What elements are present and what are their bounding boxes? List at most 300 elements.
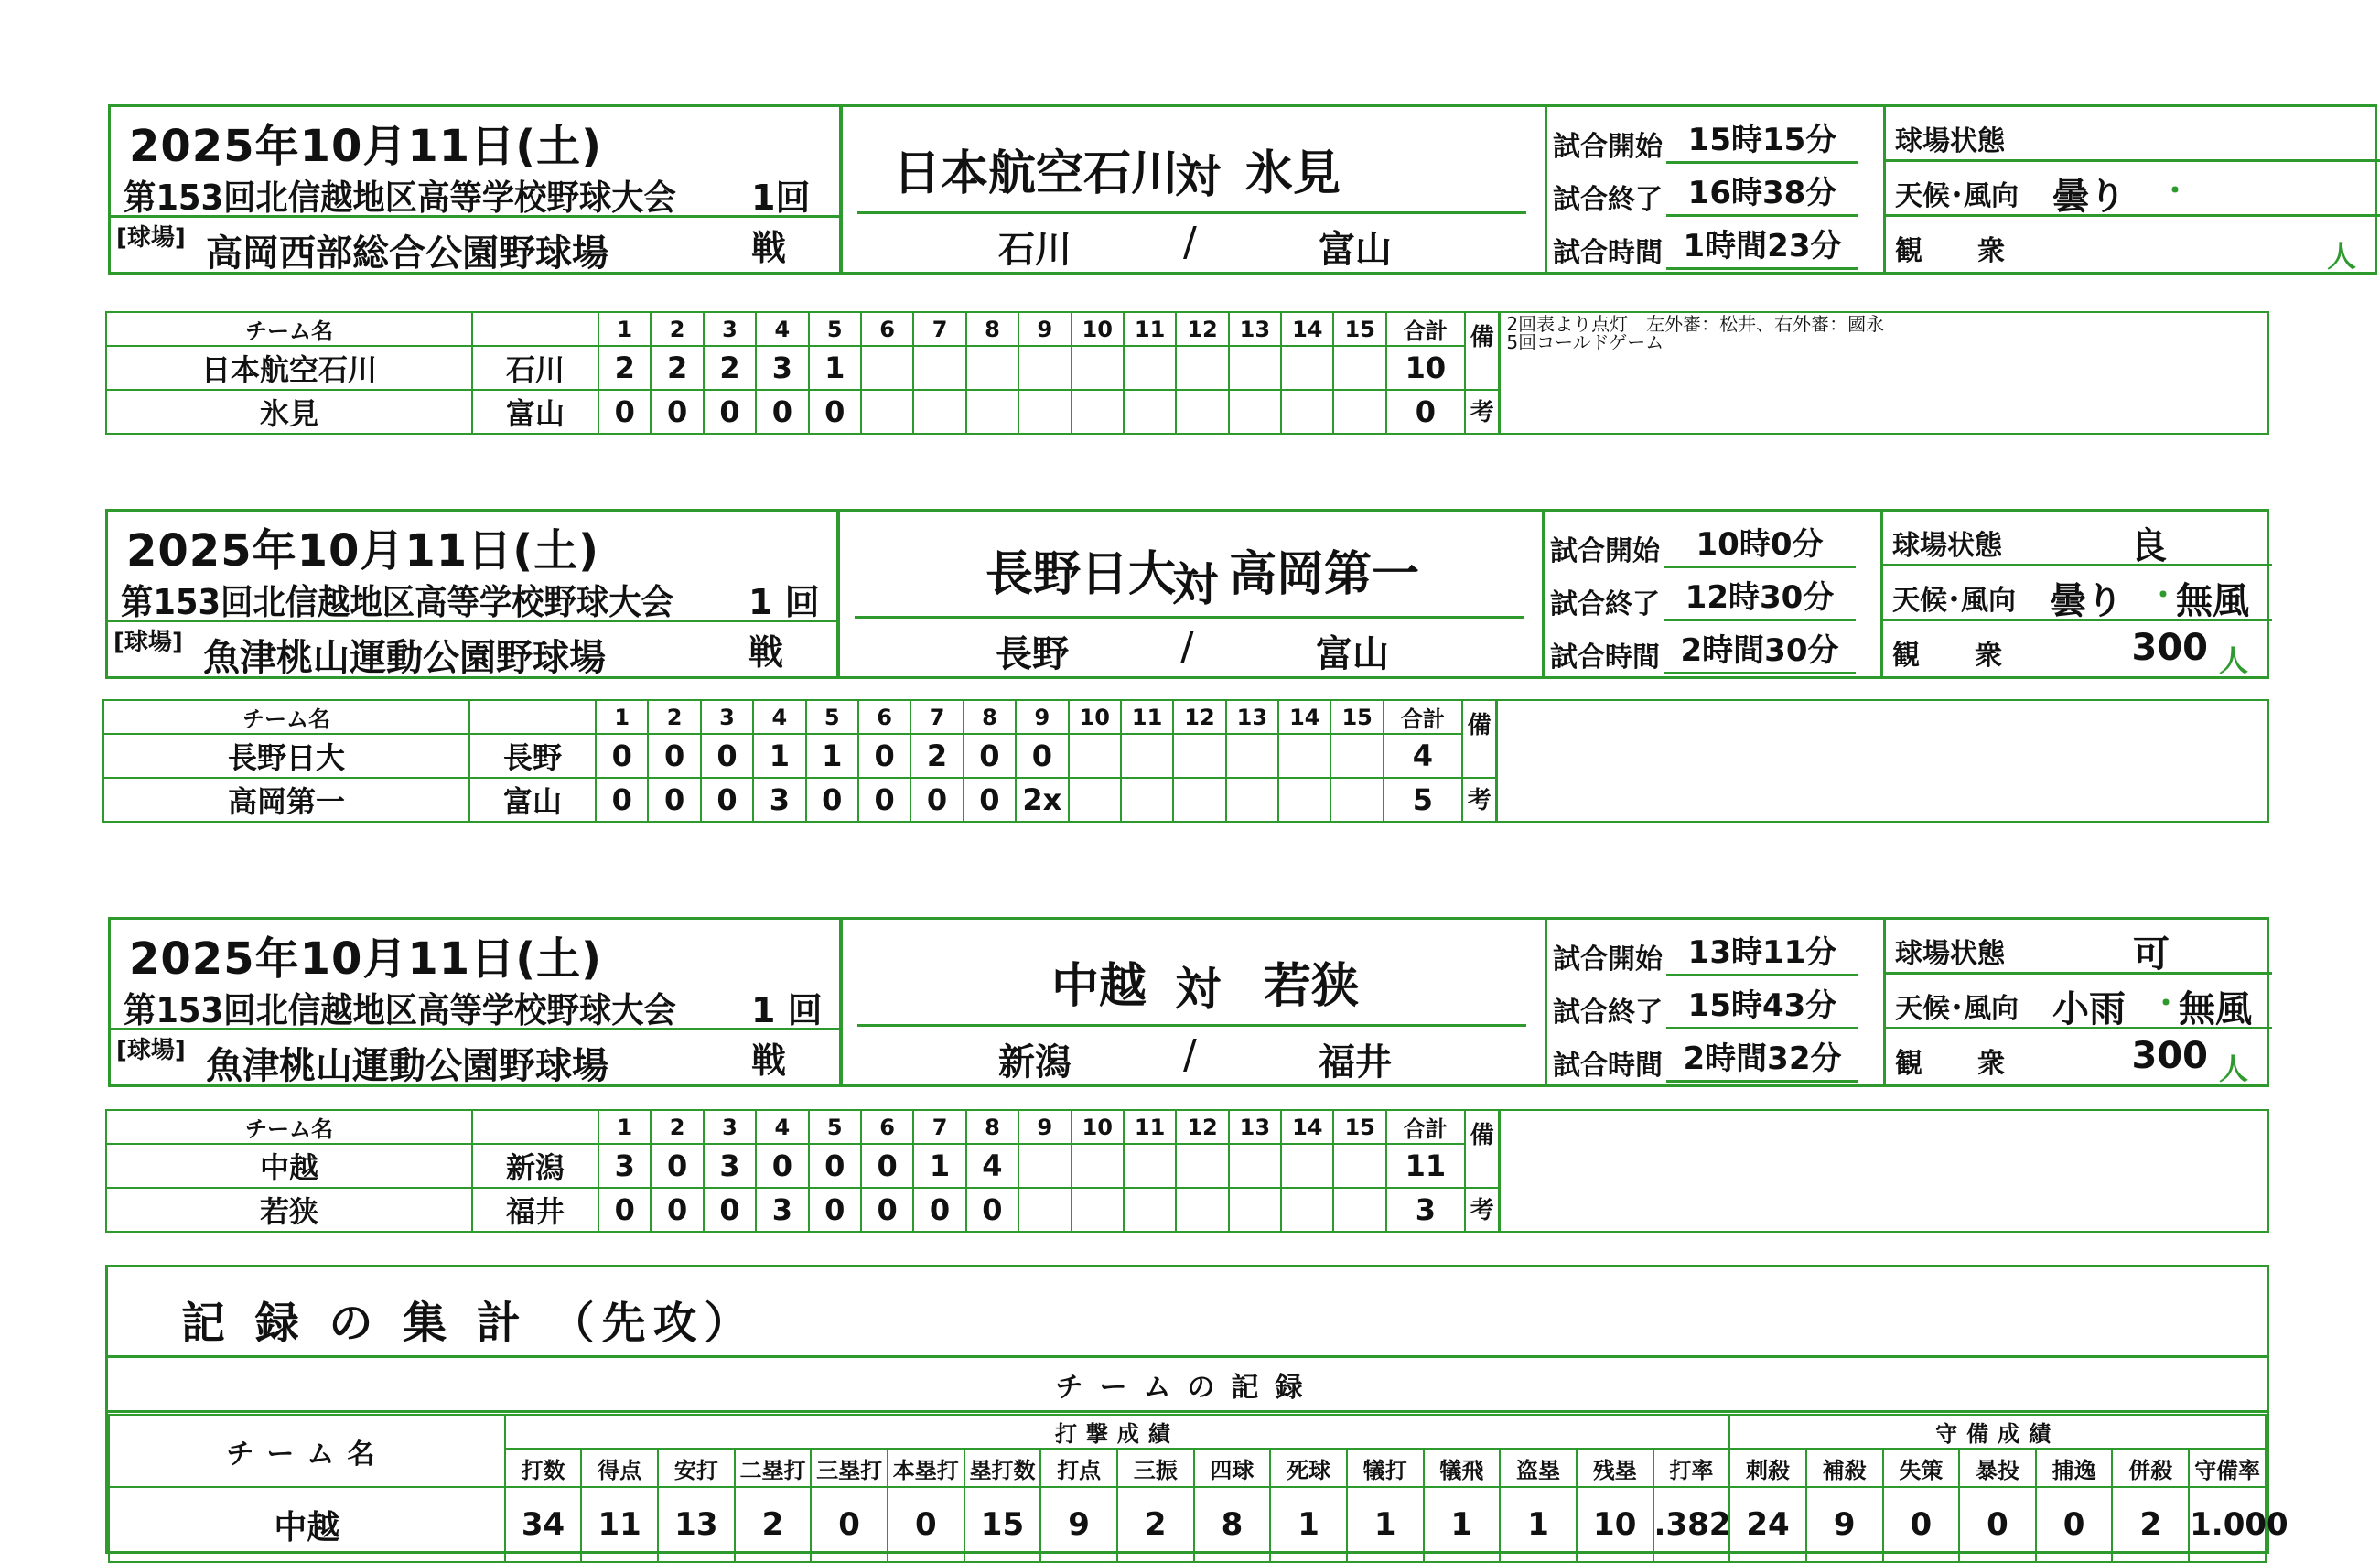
remarks-label: 考 — [1465, 390, 1500, 434]
fielding-group-label: 守備成績 — [1729, 1415, 2266, 1449]
stat-header: 二塁打 — [735, 1449, 812, 1487]
inning-score: 2x — [1016, 778, 1068, 822]
conditions — [1886, 920, 2272, 1084]
inning-score: 2 — [598, 346, 651, 390]
batting-group-label: 打撃成績 — [505, 1415, 1730, 1449]
field-condition: 良 — [2130, 525, 2167, 567]
start-label: 試合開始 — [1553, 131, 1663, 163]
inning-header: 3 — [704, 312, 756, 346]
inning-header: 2 — [648, 700, 700, 734]
team-pref: 新潟 — [472, 1144, 598, 1188]
team-b-name: 若狭 — [1264, 959, 1360, 1014]
weather-row — [1886, 162, 2380, 217]
crowd-row — [1886, 217, 2380, 272]
inning-score: 0 — [964, 778, 1016, 822]
inning-score: 3 — [756, 1188, 808, 1232]
team-name: 中越 — [106, 1144, 472, 1188]
divider — [111, 1028, 839, 1030]
separator-dot: ・ — [2151, 986, 2181, 1020]
inning-score — [1333, 1188, 1385, 1232]
start-label: 試合開始 — [1553, 943, 1663, 976]
inning-score: 1 — [806, 734, 858, 778]
stat-value: 0 — [2036, 1487, 2113, 1562]
inning-header: 1 — [598, 312, 651, 346]
stat-header: 盗塁 — [1500, 1449, 1577, 1487]
inning-header: 14 — [1281, 312, 1333, 346]
matchup — [840, 512, 1545, 676]
team-record-table — [108, 1414, 2288, 1563]
team-records-label: チームの記録 — [1055, 1372, 1319, 1404]
divider — [855, 616, 1524, 619]
stat-header: 打数 — [505, 1449, 582, 1487]
field-label: 球場状態 — [1892, 530, 2002, 562]
stat-value: 11 — [581, 1487, 658, 1562]
inning-score — [1018, 346, 1071, 390]
inning-score: 0 — [809, 1144, 861, 1188]
score-table — [102, 699, 2269, 823]
divider — [108, 620, 836, 622]
matchup — [843, 920, 1547, 1084]
game-times — [1547, 920, 1886, 1084]
inning-score — [1121, 734, 1173, 778]
crowd-unit: 人 — [2218, 643, 2248, 678]
stat-value: 2 — [735, 1487, 812, 1562]
crowd-unit: 人 — [2218, 1051, 2248, 1086]
wind-value: 無風 — [2179, 988, 2252, 1030]
slash-separator: / — [1183, 219, 1197, 265]
team-col-header: チーム名 — [106, 312, 472, 346]
start-time: 15時15分 — [1666, 114, 1858, 164]
divider — [108, 1355, 2267, 1358]
inning-score: 0 — [704, 1188, 756, 1232]
stat-header: 四球 — [1194, 1449, 1271, 1487]
stat-header: 三塁打 — [811, 1449, 888, 1487]
inning-score — [1124, 390, 1176, 434]
weather-label: 天候･風向 — [1895, 993, 2019, 1025]
slash-separator: / — [1180, 623, 1194, 670]
stat-value: 0 — [811, 1487, 888, 1562]
remarks-label: 考 — [1462, 778, 1497, 822]
inning-score — [1229, 1188, 1281, 1232]
end-label: 試合終了 — [1550, 588, 1660, 620]
inning-header: 7 — [913, 312, 965, 346]
separator-dot: ・ — [2148, 577, 2179, 612]
inning-header: 12 — [1176, 1110, 1228, 1144]
team-name: 高岡第一 — [103, 778, 469, 822]
stat-value: 0 — [888, 1487, 964, 1562]
remarks-label: 考 — [1465, 1188, 1500, 1232]
inning-header: 12 — [1173, 700, 1225, 734]
inning-score: 3 — [598, 1144, 651, 1188]
inning-score — [913, 346, 965, 390]
inning-header: 15 — [1333, 312, 1385, 346]
stat-header: 得点 — [581, 1449, 658, 1487]
inning-score: 0 — [651, 1188, 703, 1232]
stat-header: 塁打数 — [964, 1449, 1041, 1487]
inning-score — [1176, 390, 1228, 434]
field-row — [1886, 107, 2380, 162]
inning-score: 1 — [753, 734, 805, 778]
inning-header: 1 — [596, 700, 648, 734]
inning-score — [1226, 778, 1278, 822]
weather-row — [1883, 566, 2272, 621]
inning-score — [1278, 778, 1330, 822]
total-score: 5 — [1384, 778, 1462, 822]
team-pref: 富山 — [472, 390, 598, 434]
inning-header: 7 — [910, 700, 963, 734]
inning-header: 10 — [1072, 312, 1124, 346]
inning-score: 0 — [910, 778, 963, 822]
crowd-unit: 人 — [2326, 239, 2356, 274]
inning-score: 3 — [704, 1144, 756, 1188]
record-group-row — [109, 1415, 2266, 1449]
weather-value: 小雨 — [2052, 988, 2126, 1030]
field-condition: 可 — [2133, 933, 2170, 976]
inning-header: 9 — [1018, 1110, 1071, 1144]
inning-score: 0 — [598, 390, 651, 434]
team-a-prefecture: 石川 — [998, 229, 1072, 271]
inning-score — [1226, 734, 1278, 778]
total-score: 0 — [1386, 390, 1465, 434]
inning-score — [1072, 390, 1124, 434]
team-a-name: 長野日大 — [985, 547, 1176, 602]
divider — [111, 215, 839, 218]
inning-header: 9 — [1018, 312, 1071, 346]
stat-header: 死球 — [1270, 1449, 1347, 1487]
duration-label: 試合時間 — [1553, 237, 1663, 269]
game-date: 2025年10月11日(土) — [126, 525, 600, 577]
wind-value: 無風 — [2176, 580, 2249, 622]
inning-score — [1018, 390, 1071, 434]
stat-value: 9 — [1806, 1487, 1883, 1562]
inning-score: 2 — [704, 346, 756, 390]
inning-score — [1333, 346, 1385, 390]
stat-header: 残塁 — [1577, 1449, 1653, 1487]
inning-score: 3 — [753, 778, 805, 822]
venue-name: 高岡西部総合公園野球場 — [206, 232, 608, 275]
game-date: 2025年10月11日(土) — [129, 933, 603, 985]
inning-header: 11 — [1124, 312, 1176, 346]
inning-score: 0 — [964, 734, 1016, 778]
stat-header: 捕逸 — [2036, 1449, 2113, 1487]
end-time: 15時43分 — [1666, 980, 1858, 1029]
weather-row — [1886, 975, 2272, 1029]
game-info — [111, 107, 843, 275]
inning-score — [1333, 1144, 1385, 1188]
stat-header: 犠打 — [1347, 1449, 1424, 1487]
stat-value: 9 — [1040, 1487, 1117, 1562]
team-name: 中越 — [109, 1487, 505, 1562]
team-a-name: 中越 — [1050, 959, 1147, 1014]
field-row — [1886, 920, 2272, 975]
team-b-prefecture: 富山 — [1319, 229, 1392, 271]
conditions — [1886, 107, 2380, 272]
score-table — [105, 311, 2269, 435]
stat-value: 34 — [505, 1487, 582, 1562]
inning-score: 0 — [648, 734, 700, 778]
crowd-count: 300 — [2131, 627, 2208, 669]
versus-label: 対 — [1175, 150, 1221, 203]
inning-score — [1069, 734, 1121, 778]
stat-value: 15 — [964, 1487, 1041, 1562]
total-score: 3 — [1386, 1188, 1465, 1232]
inning-score — [1018, 1188, 1071, 1232]
inning-header: 12 — [1176, 312, 1228, 346]
inning-header: 4 — [753, 700, 805, 734]
inning-header: 13 — [1226, 700, 1278, 734]
inning-header: 13 — [1229, 1110, 1281, 1144]
stat-header: 打率 — [1653, 1449, 1730, 1487]
crowd-label: 観 衆 — [1892, 640, 2002, 672]
team-col-header: チーム名 — [106, 1110, 472, 1144]
inning-header: 3 — [701, 700, 753, 734]
stat-value: 8 — [1194, 1487, 1271, 1562]
inning-score — [1069, 778, 1121, 822]
inning-score — [1229, 346, 1281, 390]
versus-label: 対 — [1175, 963, 1221, 1016]
stat-value: 1 — [1270, 1487, 1347, 1562]
end-label: 試合終了 — [1553, 997, 1663, 1029]
conditions — [1883, 512, 2272, 676]
total-score: 4 — [1384, 734, 1462, 778]
inning-score: 0 — [756, 1144, 808, 1188]
inning-score — [1278, 734, 1330, 778]
inning-score — [1072, 1144, 1124, 1188]
team-b-name: 高岡第一 — [1229, 547, 1420, 602]
stat-value: 10 — [1577, 1487, 1653, 1562]
inning-score — [1229, 390, 1281, 434]
stat-header: 刺殺 — [1729, 1449, 1806, 1487]
tournament-name: 第153回北信越地区高等学校野球大会 — [121, 582, 673, 622]
stat-value: 0 — [1959, 1487, 2036, 1562]
inning-score: 0 — [704, 390, 756, 434]
remarks-label: 備 — [1465, 1110, 1500, 1188]
team-b-prefecture: 福井 — [1319, 1041, 1392, 1083]
inning-score — [1173, 778, 1225, 822]
end-time: 12時30分 — [1664, 572, 1856, 621]
inning-score: 4 — [966, 1144, 1018, 1188]
inning-score — [1176, 1188, 1228, 1232]
remark-line: 5回コールドゲーム — [1506, 331, 1664, 353]
inning-score — [1121, 778, 1173, 822]
round-label: 1 回戦 — [748, 582, 820, 673]
divider — [857, 1024, 1526, 1027]
inning-header: 10 — [1069, 700, 1121, 734]
team-pref: 長野 — [469, 734, 596, 778]
team-col-header: チーム名 — [109, 1415, 505, 1487]
inning-header: 5 — [806, 700, 858, 734]
game-times — [1545, 512, 1883, 676]
stat-value: 2 — [1117, 1487, 1194, 1562]
duration: 1時間23分 — [1666, 221, 1858, 270]
inning-header: 4 — [756, 312, 808, 346]
field-label: 球場状態 — [1895, 938, 2005, 970]
inning-header: 8 — [966, 312, 1018, 346]
duration: 2時間32分 — [1666, 1033, 1858, 1083]
end-time: 16時38分 — [1666, 167, 1858, 217]
total-header: 合計 — [1384, 700, 1462, 734]
stat-header: 守備率 — [2189, 1449, 2266, 1487]
inning-header: 4 — [756, 1110, 808, 1144]
remarks — [1500, 312, 2268, 434]
stat-value: 1 — [1500, 1487, 1577, 1562]
team-name: 日本航空石川 — [106, 346, 472, 390]
stat-value: 1 — [1424, 1487, 1501, 1562]
stat-header: 本塁打 — [888, 1449, 964, 1487]
inning-header: 15 — [1333, 1110, 1385, 1144]
team-b-name: 氷見 — [1245, 146, 1341, 201]
score-table — [105, 1109, 2269, 1233]
inning-header: 14 — [1281, 1110, 1333, 1144]
remarks-label: 備 — [1462, 700, 1497, 778]
inning-header: 7 — [913, 1110, 965, 1144]
inning-score: 0 — [858, 778, 910, 822]
inning-score — [966, 390, 1018, 434]
inning-header: 2 — [651, 312, 703, 346]
separator-dot: ・ — [2160, 173, 2191, 208]
pref-col-header — [469, 700, 596, 734]
divider — [108, 1410, 2267, 1413]
remarks — [1497, 700, 2268, 822]
inning-score: 3 — [756, 346, 808, 390]
duration: 2時間30分 — [1664, 625, 1856, 674]
team-pref: 石川 — [472, 346, 598, 390]
stat-value: 13 — [658, 1487, 735, 1562]
remark-line: 2回表より点灯 左外審：松井、右外審：國永 — [1506, 313, 1885, 335]
total-header: 合計 — [1386, 312, 1465, 346]
inning-score: 0 — [701, 734, 753, 778]
crowd-row — [1886, 1029, 2272, 1084]
team-name: 氷見 — [106, 390, 472, 434]
round-label: 1回戦 — [751, 178, 811, 268]
inning-score: 0 — [809, 390, 861, 434]
inning-header: 11 — [1124, 1110, 1176, 1144]
inning-score: 0 — [651, 1144, 703, 1188]
crowd-row — [1883, 621, 2272, 676]
remarks — [1500, 1110, 2268, 1232]
inning-header: 5 — [809, 312, 861, 346]
inning-score: 1 — [913, 1144, 965, 1188]
inning-score — [1333, 390, 1385, 434]
inning-score: 2 — [910, 734, 963, 778]
inning-score: 1 — [809, 346, 861, 390]
start-label: 試合開始 — [1550, 535, 1660, 567]
inning-score — [1176, 346, 1228, 390]
crowd-label: 観 衆 — [1895, 235, 2005, 267]
duration-label: 試合時間 — [1550, 641, 1660, 674]
inning-score: 0 — [701, 778, 753, 822]
stat-value: 24 — [1729, 1487, 1806, 1562]
inning-score — [1124, 1144, 1176, 1188]
inning-score — [1173, 734, 1225, 778]
inning-score — [1281, 1188, 1333, 1232]
stat-header: 併殺 — [2112, 1449, 2189, 1487]
inning-header: 11 — [1121, 700, 1173, 734]
start-time: 13時11分 — [1666, 927, 1858, 976]
team-pref: 福井 — [472, 1188, 598, 1232]
inning-score — [1229, 1144, 1281, 1188]
record-value-row — [109, 1487, 2266, 1562]
weather-value: 曇り — [2050, 580, 2123, 622]
pref-col-header — [472, 1110, 598, 1144]
team-a-name: 日本航空石川 — [892, 146, 1179, 201]
end-label: 試合終了 — [1553, 184, 1663, 216]
inning-score: 0 — [861, 1188, 913, 1232]
tournament-name: 第153回北信越地区高等学校野球大会 — [124, 990, 676, 1030]
summary-title: 記 録 の 集 計 （先攻） — [181, 1298, 756, 1349]
inning-score: 0 — [858, 734, 910, 778]
inning-score — [1281, 1144, 1333, 1188]
inning-score: 0 — [966, 1188, 1018, 1232]
score-header-row — [106, 1110, 2268, 1144]
stat-header: 打点 — [1040, 1449, 1117, 1487]
venue-label: [球場] — [116, 1037, 186, 1064]
inning-score: 0 — [596, 778, 648, 822]
team-name: 若狭 — [106, 1188, 472, 1232]
remarks-label: 備 — [1465, 312, 1500, 390]
venue-name: 魚津桃山運動公園野球場 — [203, 637, 606, 679]
weather-label: 天候･風向 — [1892, 585, 2016, 617]
stat-header: 安打 — [658, 1449, 735, 1487]
weather-value: 曇り — [2052, 176, 2126, 218]
inning-header: 13 — [1229, 312, 1281, 346]
inning-score — [1281, 390, 1333, 434]
crowd-label: 観 衆 — [1895, 1048, 2005, 1080]
inning-score — [861, 390, 913, 434]
inning-score — [1330, 734, 1383, 778]
inning-score — [1176, 1144, 1228, 1188]
tournament-name: 第153回北信越地区高等学校野球大会 — [124, 178, 676, 218]
game-info — [111, 920, 843, 1087]
stat-value: 0 — [1883, 1487, 1960, 1562]
venue-label: [球場] — [116, 224, 186, 252]
inning-header: 6 — [858, 700, 910, 734]
inning-header: 2 — [651, 1110, 703, 1144]
team-name: 長野日大 — [103, 734, 469, 778]
team-a-prefecture: 長野 — [996, 633, 1069, 675]
score-header-row — [106, 312, 2268, 346]
total-score: 11 — [1386, 1144, 1465, 1188]
inning-score: 0 — [806, 778, 858, 822]
inning-header: 15 — [1330, 700, 1383, 734]
crowd-count: 300 — [2131, 1035, 2208, 1077]
inning-header: 8 — [966, 1110, 1018, 1144]
team-col-header: チーム名 — [103, 700, 469, 734]
inning-header: 5 — [809, 1110, 861, 1144]
team-a-prefecture: 新潟 — [998, 1041, 1072, 1083]
inning-score — [1072, 346, 1124, 390]
inning-score: 0 — [861, 1144, 913, 1188]
inning-score: 0 — [913, 1188, 965, 1232]
total-header: 合計 — [1386, 1110, 1465, 1144]
inning-header: 9 — [1016, 700, 1068, 734]
slash-separator: / — [1183, 1031, 1197, 1078]
game-times — [1547, 107, 1886, 272]
inning-score — [1330, 778, 1383, 822]
inning-score: 0 — [648, 778, 700, 822]
matchup — [843, 107, 1547, 272]
inning-score: 0 — [598, 1188, 651, 1232]
inning-header: 6 — [861, 1110, 913, 1144]
duration-label: 試合時間 — [1553, 1050, 1663, 1082]
inning-score: 0 — [596, 734, 648, 778]
inning-header: 10 — [1072, 1110, 1124, 1144]
stat-header: 犠飛 — [1424, 1449, 1501, 1487]
stat-value: 1.000 — [2189, 1487, 2266, 1562]
inning-score: 0 — [809, 1188, 861, 1232]
start-time: 10時0分 — [1664, 519, 1856, 568]
stat-header: 三振 — [1117, 1449, 1194, 1487]
